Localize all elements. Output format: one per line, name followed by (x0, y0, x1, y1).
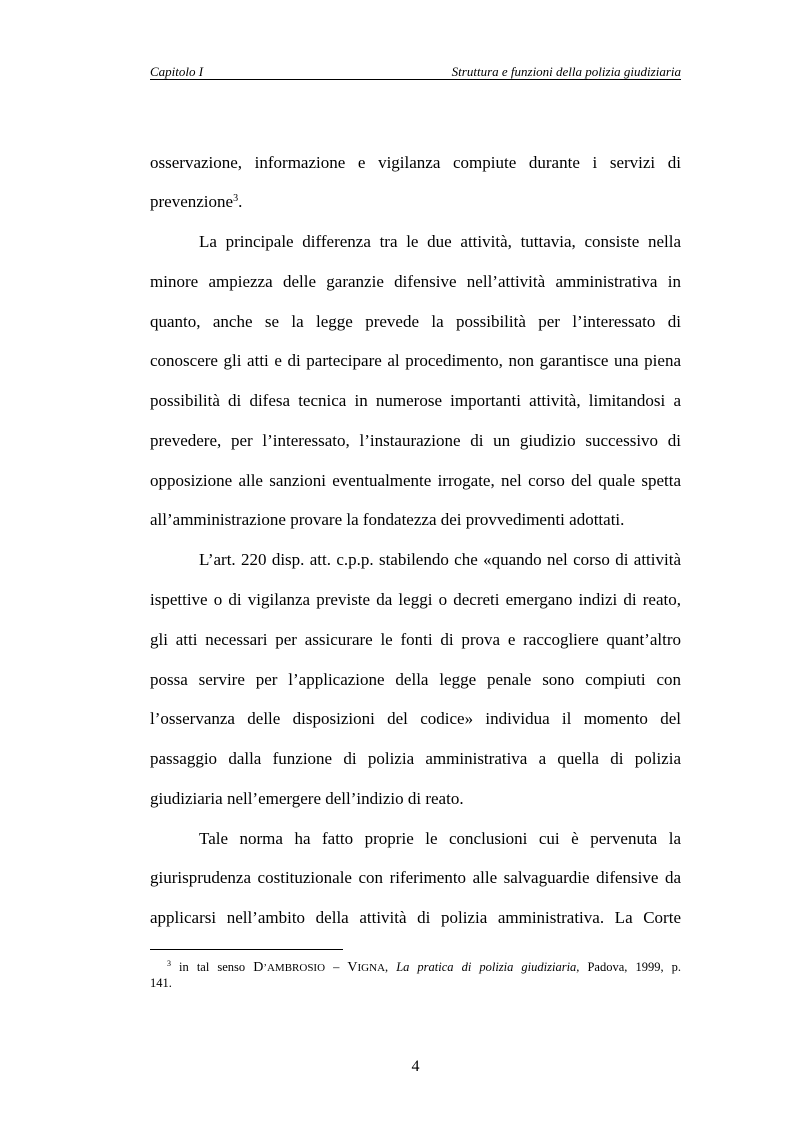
text-line: conoscere gli atti e di partecipare al procedimento, non garantisce una piena (150, 351, 681, 370)
text-line: La principale differenza tra le due attività, tuttavia, consiste nella (199, 232, 681, 251)
text-line: minore ampiezza delle garanzie difensive nell’attività amministrativa in (150, 272, 681, 291)
text-line: applicarsi nell’ambito della attività di polizia amministrativa. La Corte (150, 908, 681, 927)
text-line: prevedere, per l’interessato, l’instaurazione di un giudizio successivo di (150, 431, 681, 450)
text-line: osservazione, informazione e vigilanza compiute durante i servizi di (150, 153, 681, 172)
text-line: possa servire per l’applicazione della legge penale sono compiuti con (150, 670, 681, 689)
footnote-intro: in tal senso (179, 960, 246, 974)
text-line-content: prevenzione (150, 192, 234, 211)
text-line: Tale norma ha fatto proprie le conclusioni cui è pervenuta la (199, 829, 681, 848)
text-line: all’amministrazione provare la fondatezza dei provvedimenti adottati. (150, 510, 625, 529)
text-line: ispettive o di vigilanza previste da leggi o decreti emergano indizi di reato, (150, 590, 681, 609)
text-line: L’art. 220 disp. att. c.p.p. stabilendo che «quando nel corso di attività (199, 550, 681, 569)
text-line: possibilità di difesa tecnica in numerose importanti attività, limitandosi a (150, 391, 681, 410)
text-punctuation: . (238, 192, 243, 211)
text-line: l’osservanza delle disposizioni del codice» individua il momento del (150, 709, 681, 728)
footnote-number: 3 (167, 959, 171, 968)
footnote-citation: Padova, 1999, p. (587, 960, 681, 974)
text-line: passaggio dalla funzione di polizia amministrativa a quella di polizia (150, 749, 681, 768)
footnote-line: 141. (150, 976, 172, 990)
header-chapter: Capitolo I (150, 64, 204, 79)
text-line: opposizione alle sanzioni eventualmente irrogate, nel corso del quale spetta (150, 471, 681, 490)
page-number: 4 (411, 1058, 420, 1075)
header-section-title: Struttura e funzioni della polizia giudiziaria (451, 64, 681, 79)
running-header (150, 62, 681, 80)
text-line: gli atti necessari per assicurare le fonti di prova e raccogliere quant’altro (150, 630, 681, 649)
text-line: giudiziaria nell’emergere dell’indizio di reato. (150, 789, 464, 808)
text-line: quanto, anche se la legge prevede la possibilità per l’interessato di (150, 312, 681, 331)
footnote-reference[interactable]: 3 (233, 193, 239, 204)
footnote-separator (150, 949, 343, 950)
footnote-book-title: La pratica di polizia giudiziaria, (396, 960, 580, 974)
footnote-line: $^3$ in tal senso D’AMBROSIO – VIGNA, La pratica di polizia giudiziaria, Padova, 1999, p. (167, 959, 681, 975)
text-line (150, 192, 681, 212)
footnote-author: D’AMBROSIO – VIGNA (253, 960, 386, 975)
text-line: giurisprudenza costituzionale con riferimento alle salvaguardie difensive da (150, 868, 681, 887)
